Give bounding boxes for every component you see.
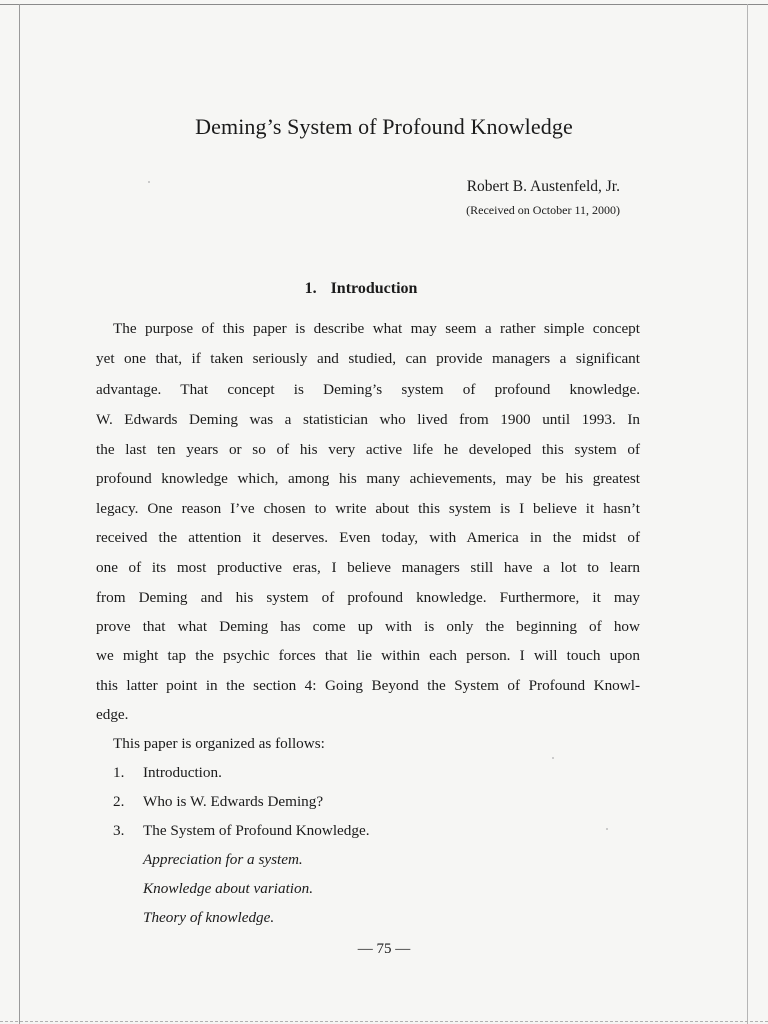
paragraph-line: edge.	[96, 706, 129, 723]
paragraph-line: this latter point in the section 4: Going Beyond the System of Profound Knowl-	[96, 677, 640, 694]
paragraph-line: from Deming and his system of profound knowledge. Furthermore, it may	[96, 589, 640, 606]
scan-left-edge	[19, 4, 20, 1024]
outline-item: Introduction.	[143, 764, 222, 781]
section-title: Introduction	[330, 280, 418, 297]
paragraph-line: legacy. One reason I’ve chosen to write about this system is I believe it hasn’t	[96, 500, 640, 517]
outline-item: The System of Profound Knowledge.	[143, 822, 370, 839]
paper-title: Deming’s System of Profound Knowledge	[195, 114, 573, 139]
paragraph-line: yet one that, if taken seriously and studied, can provide managers a significant	[96, 350, 640, 367]
scan-speck	[606, 828, 608, 830]
section-number: 1.	[304, 280, 317, 297]
page-number: — 75 —	[357, 941, 411, 957]
paragraph-line: we might tap the psychic forces that lie within each person. I will touch upon	[96, 647, 640, 664]
outline-subitem: Theory of knowledge.	[143, 909, 275, 926]
organization-intro: This paper is organized as follows:	[113, 735, 325, 752]
outline-subitem: Knowledge about variation.	[143, 880, 314, 897]
received-date: (Received on October 11, 2000)	[466, 203, 620, 217]
paragraph-line: advantage. That concept is Deming’s system of profound knowledge.	[96, 381, 640, 398]
paragraph-line: prove that what Deming has come up with is only the beginning of how	[96, 618, 640, 635]
paragraph-line: one of its most productive eras, I believe managers still have a lot to learn	[96, 559, 640, 576]
paragraph-line: received the attention it deserves. Even today, with America in the midst of	[96, 529, 640, 546]
outline-item: Who is W. Edwards Deming?	[143, 793, 324, 810]
scan-top-edge	[0, 4, 768, 5]
scan-speck	[148, 181, 150, 183]
paragraph-line: the last ten years or so of his very active life he developed this system of	[96, 441, 640, 458]
scan-bottom-edge	[0, 1021, 768, 1022]
outline-number: 2.	[113, 793, 125, 810]
scan-right-edge	[747, 4, 748, 1024]
author-name: Robert B. Austenfeld, Jr.	[466, 178, 620, 195]
outline-number: 1.	[113, 764, 125, 781]
paragraph-line: profound knowledge which, among his many achievements, may be his greatest	[96, 470, 640, 487]
scan-speck	[552, 757, 554, 759]
outline-subitem: Appreciation for a system.	[143, 851, 303, 868]
outline-number: 3.	[113, 822, 125, 839]
section-heading	[96, 280, 626, 298]
paragraph-line: W. Edwards Deming was a statistician who lived from 1900 until 1993. In	[96, 411, 640, 428]
paragraph-line: The purpose of this paper is describe what may seem a rather simple concept	[113, 320, 640, 337]
